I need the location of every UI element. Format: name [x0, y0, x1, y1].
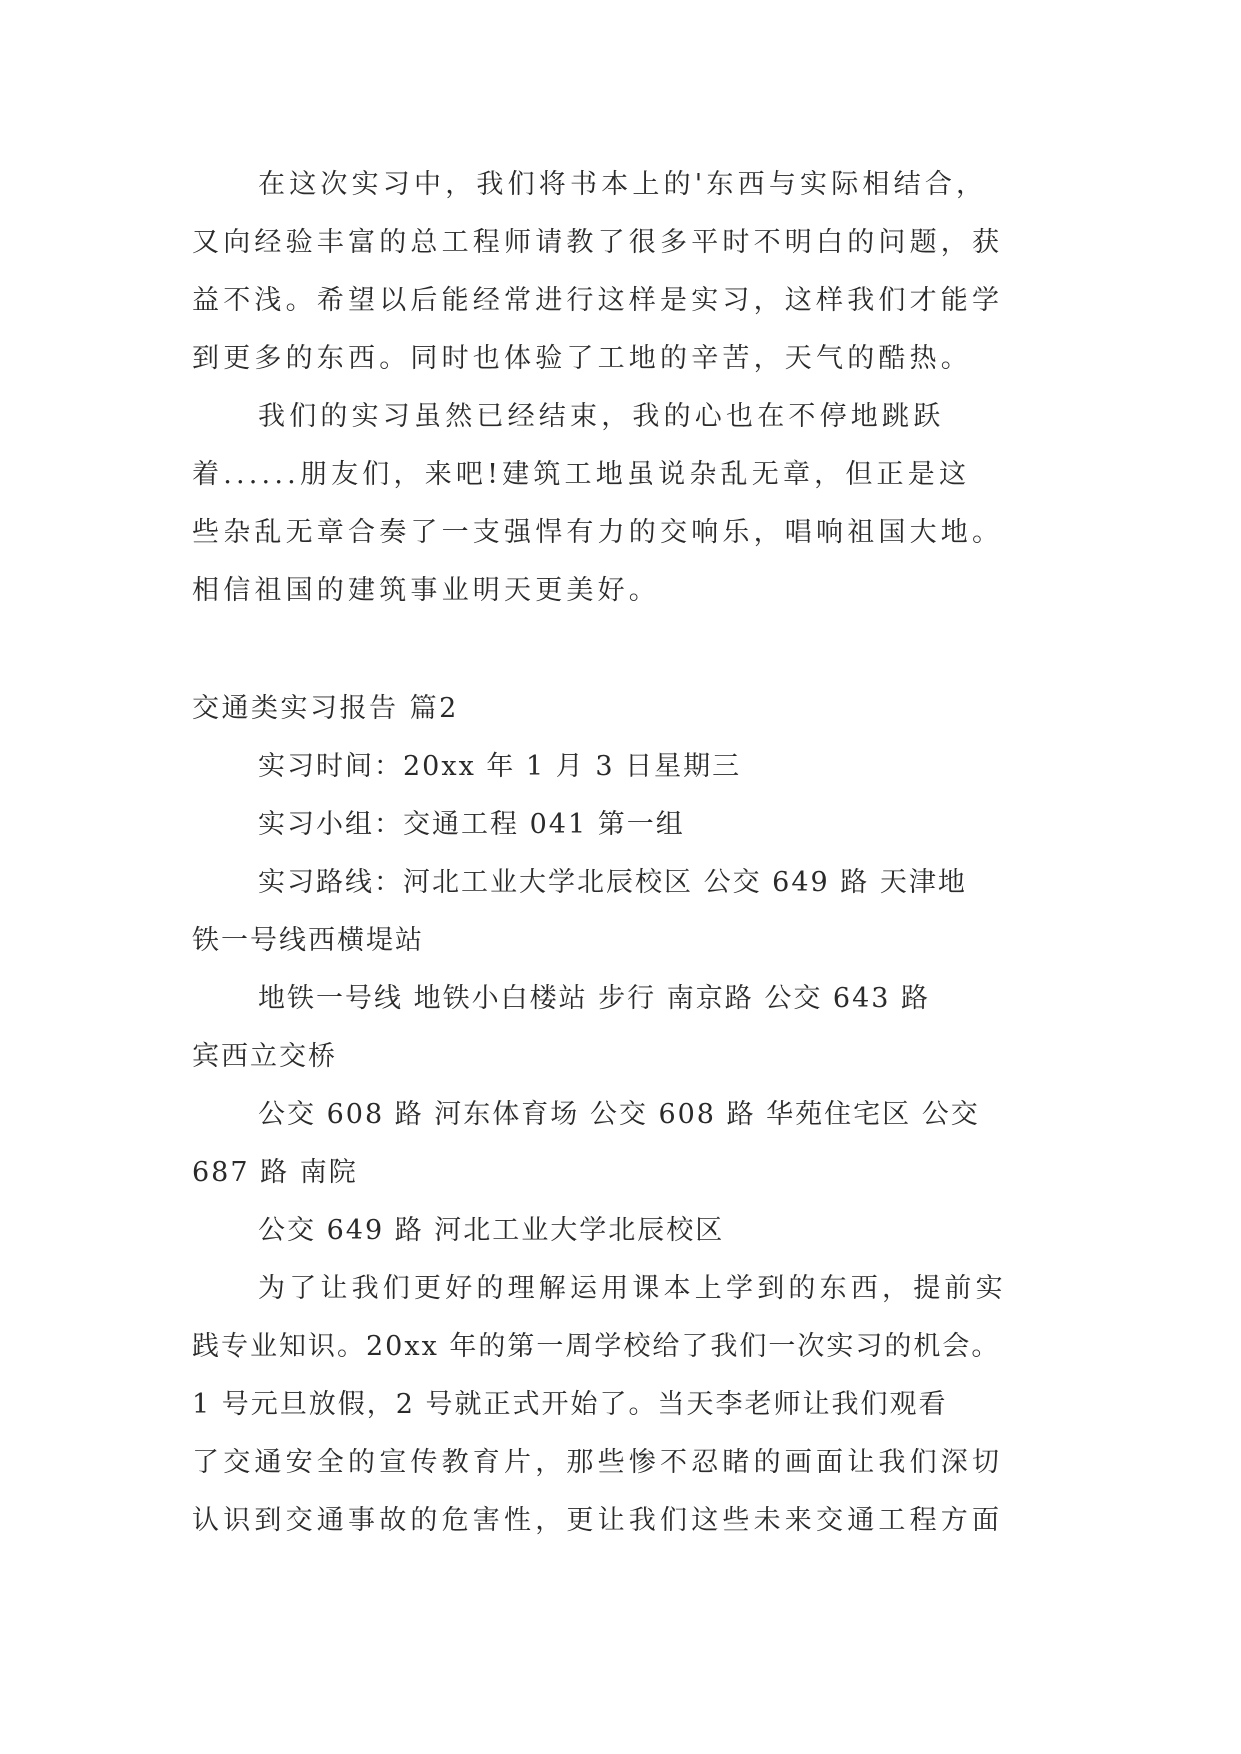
paragraph-line: 687 路 南院 — [192, 1157, 358, 1188]
internship-time: 实习时间：20xx 年 1 月 3 日星期三 — [258, 751, 742, 782]
section-heading: 交通类实习报告 篇2 — [192, 693, 459, 724]
paragraph-line: 铁一号线西横堤站 — [192, 925, 424, 956]
paragraph-line: 相信祖国的建筑事业明天更美好。 — [192, 575, 660, 606]
paragraph-line: 着......朋友们，来吧!建筑工地虽说杂乱无章，但正是这 — [192, 459, 971, 490]
paragraph-line: 在这次实习中，我们将书本上的'东西与实际相结合， — [258, 169, 988, 200]
route-segment: 地铁一号线 地铁小白楼站 步行 南京路 公交 643 路 — [258, 983, 931, 1014]
internship-route: 实习路线：河北工业大学北辰校区 公交 649 路 天津地 — [258, 867, 967, 898]
paragraph-line: 1 号元旦放假，2 号就正式开始了。当天李老师让我们观看 — [192, 1389, 948, 1420]
paragraph-line: 践专业知识。20xx 年的第一周学校给了我们一次实习的机会。 — [192, 1331, 1001, 1362]
paragraph-line: 我们的实习虽然已经结束，我的心也在不停地跳跃 — [258, 401, 945, 432]
paragraph-line: 认识到交通事故的危害性，更让我们这些未来交通工程方面 — [192, 1505, 1004, 1536]
paragraph-line: 到更多的东西。同时也体验了工地的辛苦，天气的酷热。 — [192, 343, 972, 374]
route-segment: 公交 649 路 河北工业大学北辰校区 — [258, 1215, 725, 1246]
paragraph-line: 了交通安全的宣传教育片，那些惨不忍睹的画面让我们深切 — [192, 1447, 1004, 1478]
paragraph-line: 益不浅。希望以后能经常进行这样是实习，这样我们才能学 — [192, 285, 1004, 316]
internship-group: 实习小组：交通工程 041 第一组 — [258, 809, 685, 840]
paragraph-line: 些杂乱无章合奏了一支强悍有力的交响乐，唱响祖国大地。 — [192, 517, 1004, 548]
paragraph-line: 宾西立交桥 — [192, 1041, 337, 1072]
paragraph-line: 又向经验丰富的总工程师请教了很多平时不明白的问题，获 — [192, 227, 1004, 258]
route-segment: 公交 608 路 河东体育场 公交 608 路 华苑住宅区 公交 — [258, 1099, 980, 1130]
paragraph-line: 为了让我们更好的理解运用课本上学到的东西，提前实 — [258, 1273, 1007, 1304]
